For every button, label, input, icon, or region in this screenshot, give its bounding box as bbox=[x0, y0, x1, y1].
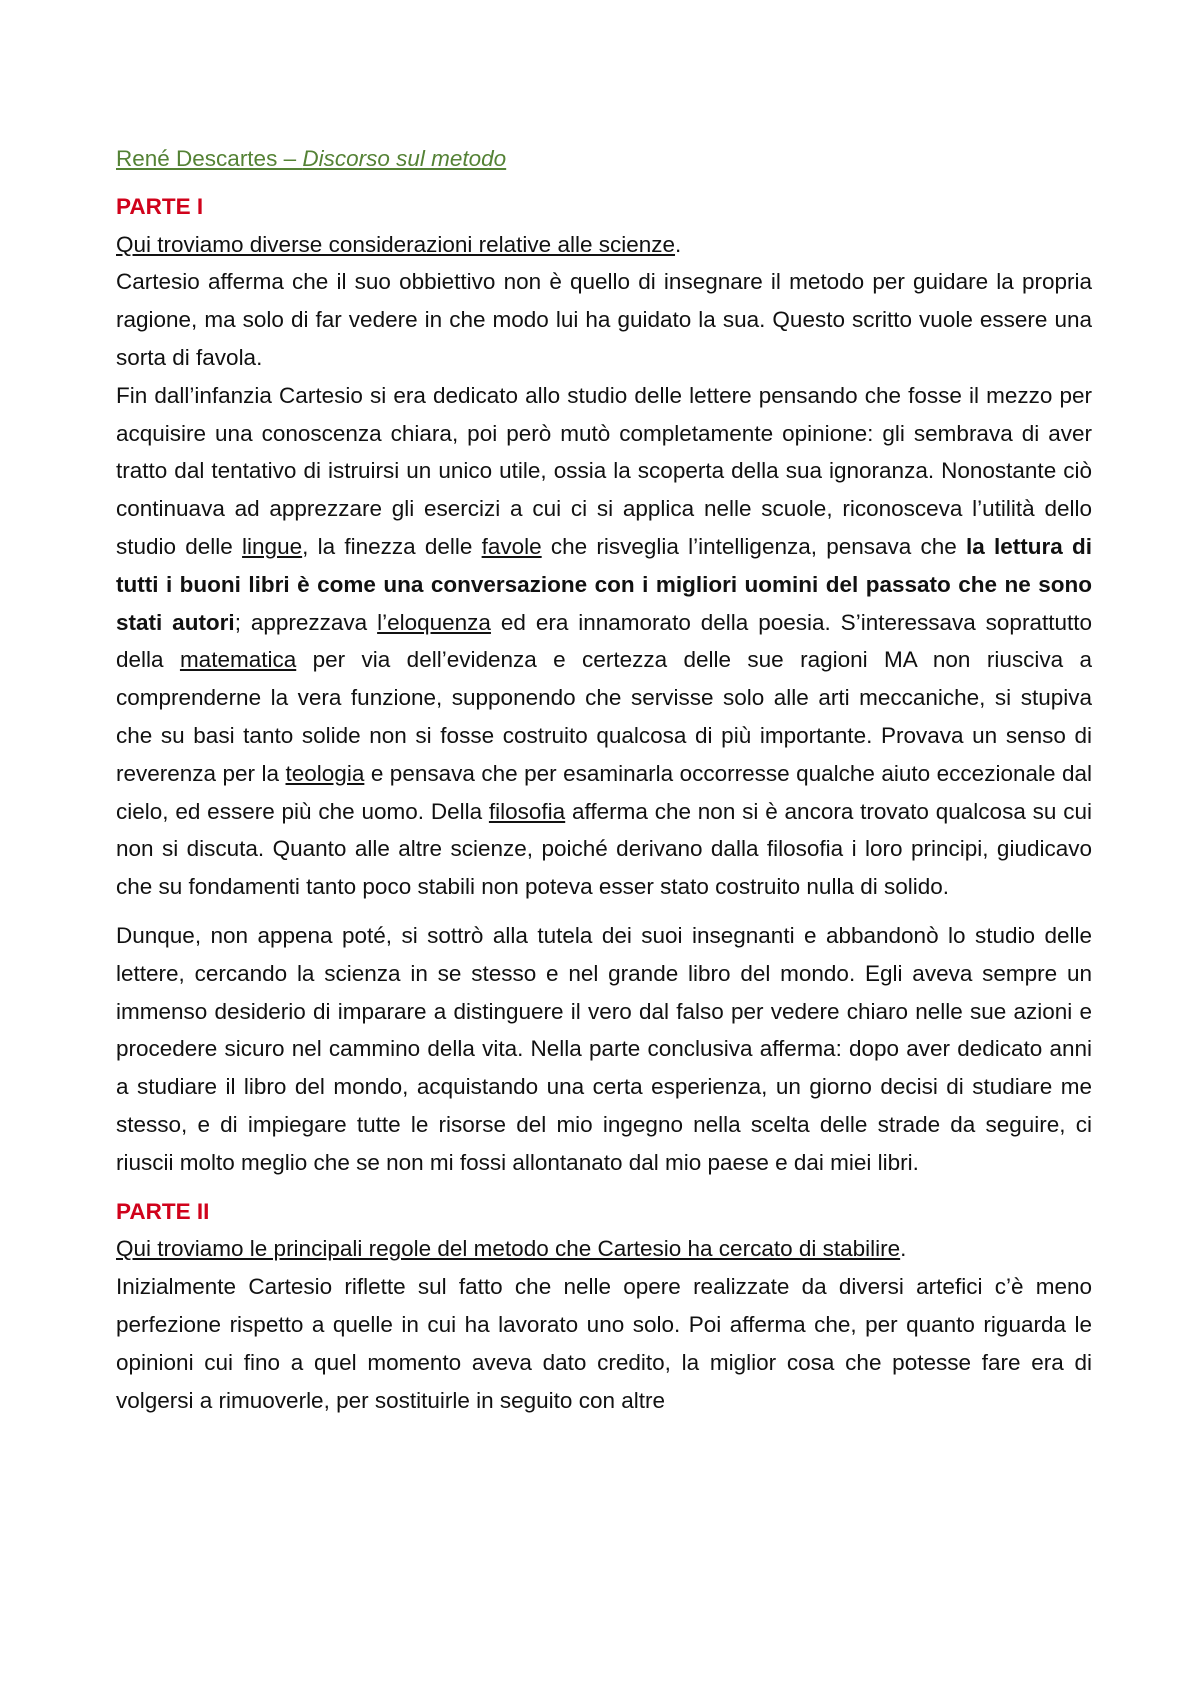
term-filosofia: filosofia bbox=[488, 798, 566, 824]
p2-text-5: ed era innamorato della poesia. S’interessava soprattutto della bbox=[116, 609, 1092, 673]
title-work: Discorso sul metodo bbox=[302, 146, 507, 171]
part-2-paragraph-1: Inizialmente Cartesio riflette sul fatto che nelle opere realizzate da diversi artefici c’è meno perfezione rispetto a quelle in cui ha lavorato uno solo. Poi afferma che, per quanto riguarda le opinioni cui fino a quel momento aveva dato credito, la miglior cosa che potesse fare era di volgersi a rimuoverle, per sostituirle in seguito con altre bbox=[116, 1274, 1092, 1413]
term-eloquenza: l’eloquenza bbox=[377, 609, 491, 635]
part-2-intro: Qui troviamo le principali regole del metodo che Cartesio ha cercato di stabilire bbox=[116, 1236, 901, 1262]
term-matematica: matematica bbox=[179, 647, 297, 673]
document-page bbox=[116, 140, 1092, 1419]
p2-text-8: afferma che non si è ancora trovato qualcosa su cui non si discuta. Quanto alle altre scienze, poiché derivano dalla filosofia i loro principi, giudicavo che su fondamenti tanto poco stabili non poteva esser stato costruito nulla di solido. bbox=[116, 798, 1092, 900]
part-1-intro-line bbox=[116, 226, 1092, 264]
title-author: René Descartes – bbox=[116, 146, 303, 171]
p2-text-4: ; apprezzava bbox=[234, 609, 378, 635]
p2-text-3: che risveglia l’intelligenza, pensava che bbox=[541, 533, 967, 559]
part-1-paragraph-3: Dunque, non appena poté, si sottrò alla tutela dei suoi insegnanti e abbandonò lo studio delle lettere, cercando la scienza in se stesso e nel grande libro del mondo. Egli aveva sempre un immenso desiderio di imparare a distinguere il vero dal falso per vedere chiaro nelle sue azioni e procedere sicuro nel cammino della vita. Nella parte conclusiva afferma: dopo aver dedicato anni a studiare il libro del mondo, acquistando una certa esperienza, un giorno decisi di studiare me stesso, e di impiegare tutte le risorse del mio ingegno nella scelta delle strade da seguire, ci riuscii molto meglio che se non mi fossi allontanato dal mio paese e dai miei libri. bbox=[116, 922, 1092, 1175]
p2-text-1: Fin dall’infanzia Cartesio si era dedicato allo studio delle lettere pensando che fosse il mezzo per acquisire una conoscenza chiara, poi però mutò completamente opinione: gli sembrava di aver tratto dal tentativo di istruirsi un unico utile, ossia la scoperta della sua ignoranza. Nonostante ciò continuava ad apprezzare gli esercizi a cui ci si applica nelle scuole, riconosceva l’utilità dello studio delle bbox=[116, 382, 1092, 559]
term-lingue: lingue bbox=[242, 533, 303, 559]
term-teologia: teologia bbox=[285, 760, 365, 786]
bold-quote: la lettura di tutti i buoni libri è come una conversazione con i migliori uomini del passato che ne sono stati autori bbox=[116, 533, 1092, 635]
term-favole: favole bbox=[481, 533, 542, 559]
part-1-paragraph-1: Cartesio afferma che il suo obbiettivo non è quello di insegnare il metodo per guidare la propria ragione, ma solo di far vedere in che modo lui ha guidato la sua. Questo scritto vuole essere una sorta di favola. bbox=[116, 269, 1092, 370]
part-2-intro-line bbox=[116, 1230, 1092, 1268]
part-1-heading: PARTE I bbox=[116, 193, 204, 219]
part-2-heading: PARTE II bbox=[116, 1198, 210, 1224]
part-2-intro-end: . bbox=[900, 1236, 907, 1262]
part-1-intro: Qui troviamo diverse considerazioni relative alle scienze bbox=[116, 231, 676, 257]
part-1-intro-end: . bbox=[675, 231, 682, 257]
p2-text-7: e pensava che per esaminarla occorresse qualche aiuto eccezionale dal cielo, ed essere più che uomo. Della bbox=[116, 760, 1092, 824]
part-1-paragraph-2 bbox=[116, 377, 1092, 906]
p2-text-6: per via dell’evidenza e certezza delle sue ragioni MA non riusciva a comprenderne la vera funzione, supponendo che servisse solo alle arti meccaniche, si stupiva che su basi tanto solide non si fosse costruito qualcosa di più importante. Provava un senso di reverenza per la bbox=[116, 647, 1092, 786]
document-title bbox=[116, 140, 1092, 178]
p2-text-2: , la finezza delle bbox=[302, 533, 482, 559]
